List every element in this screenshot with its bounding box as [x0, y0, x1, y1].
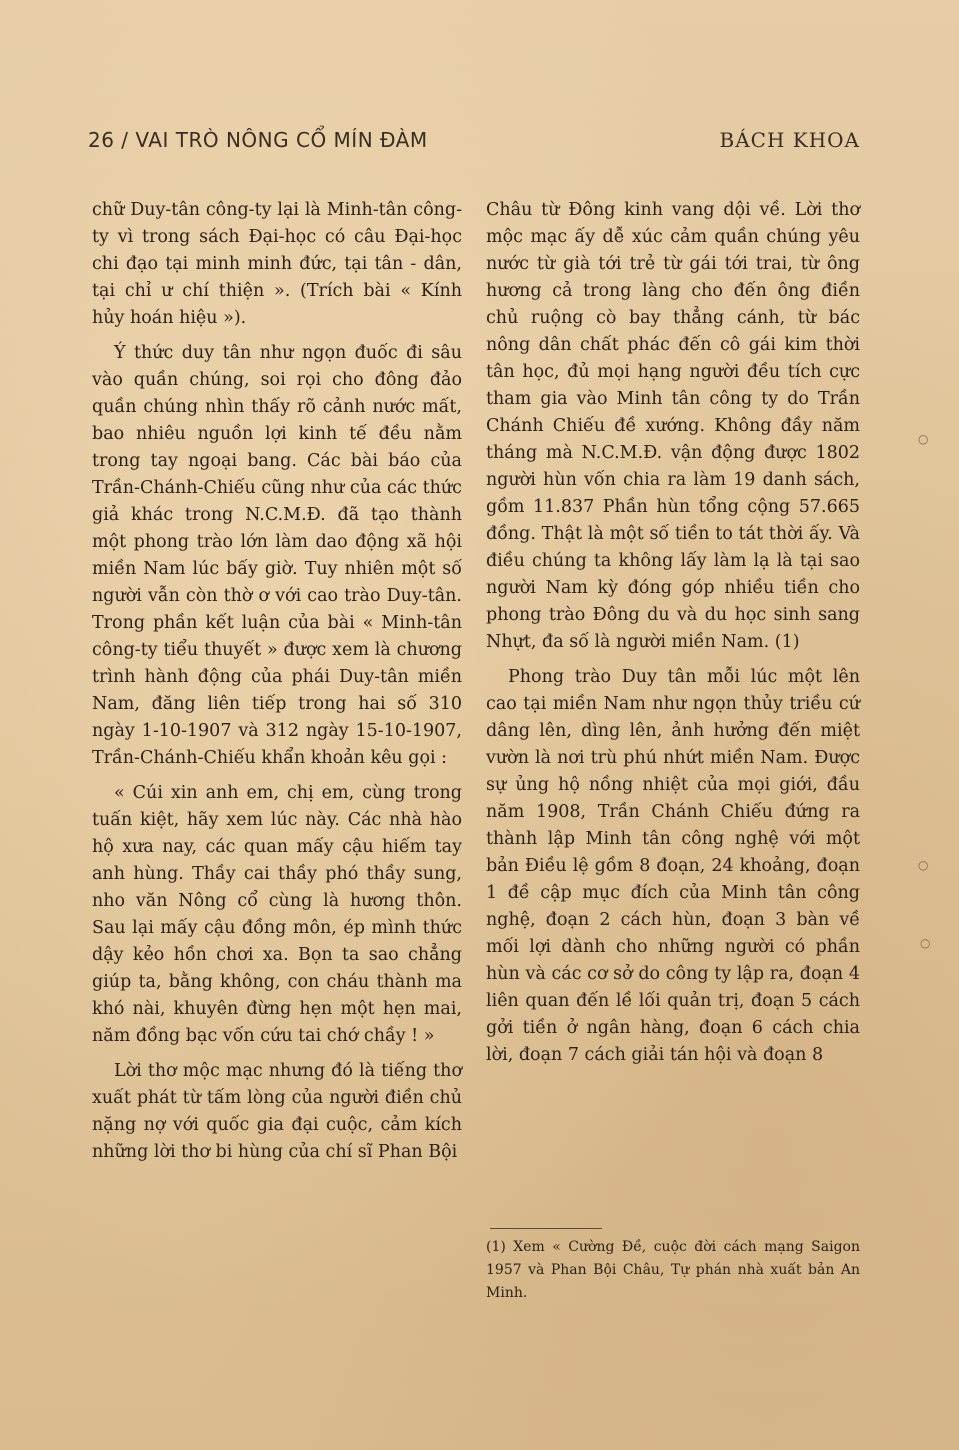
margin-mark: ○	[920, 936, 931, 950]
header-page-title: 26 / VAI TRÒ NÔNG CỔ MÍN ĐÀM	[88, 128, 428, 152]
paragraph: Lời thơ mộc mạc nhưng đó là tiếng thơ xuất phát từ tấm lòng của người điền chủ nặng nợ với quốc gia đại cuộc, cảm kích những lời thơ bi hùng của chí sĩ Phan Bội	[92, 1061, 462, 1162]
margin-mark: ○	[918, 432, 929, 446]
header-magazine-name: BÁCH KHOA	[719, 128, 860, 152]
right-column	[486, 197, 860, 1077]
running-header	[88, 124, 860, 160]
footnote: (1) Xem « Cường Đề, cuộc đời cách mạng Saigon 1957 và Phan Bội Châu, Tự phán nhà xuất bản An Minh.	[486, 1239, 860, 1301]
quoted-verse: « Cúi xin anh em, chị em, cùng trong tuấn kiệt, hãy xem lúc này. Các nhà hào hộ xưa nay, các quan mấy cậu hiếm tay anh hùng. Thầy cai thầy phó thầy sung, nho văn Nông cổ cùng là hương thôn. Sau lại mấy cậu đồng môn, ép mình thức dậy kẻo hồn chơi xa. Bọn ta sao chẳng giúp ta, bằng không, con cháu thành ma khó nài, khuyên đừng hẹn một hẹn mai, năm đồng bạc vốn cứu tai chớ chầy ! »	[92, 783, 462, 1046]
paragraph: Phong trào Duy tân mỗi lúc một lên cao tại miền Nam như ngọn thủy triều cứ dâng lên, dìng lên, ảnh hưởng đến miệt vườn là nơi trù phú nhứt miền Nam. Được sự ủng hộ nồng nhiệt của mọi giới, đầu năm 1908, Trần Chánh Chiếu đứng ra thành lập Minh tân công nghệ với một bản Điều lệ gồm 8 đoạn, 24 khoảng, đoạn 1 đề cập mục đích của Minh tân công nghệ, đoạn 2 cách hùn, đoạn 3 bàn về mối lợi dành cho những người có phần hùn và các cơ sở do công ty lập ra, đoạn 4 liên quan đến lề lối quản trị, đoạn 5 cách gởi tiền ở ngân hàng, đoạn 6 cách chia lời, đoạn 7 cách giải tán hội và đoạn 8	[486, 667, 860, 1065]
footnote-divider	[490, 1228, 602, 1229]
margin-mark: ○	[918, 858, 929, 872]
paragraph: Châu từ Đông kinh vang dội về. Lời thơ mộc mạc ấy dễ xúc cảm quần chúng yêu nước từ già tới trẻ từ gái tới trai, từ ông hương cả trong làng cho đến ông điền chủ ruộng cò bay thẳng cánh, từ bác nông dân chất phác đến cô gái kim thời tân học, đủ mọi hạng người đều tích cực tham gia vào Minh tân công ty do Trần Chánh Chiếu đề xướng. Không đầy năm tháng mà N.C.M.Đ. vận động được 1802 người hùn vốn chia ra làm 19 danh sách, gồm 11.837 Phần hùn tổng cộng 57.665 đồng. Thật là một số tiền to tát thời ấy. Và điều chúng ta không lấy làm lạ là tại sao người Nam kỳ đóng góp nhiều tiền cho phong trào Đông du và du học sinh sang Nhựt, đa số là người miền Nam. (1)	[486, 200, 860, 652]
paragraph: Ý thức duy tân như ngọn đuốc đi sâu vào quần chúng, soi rọi cho đông đảo quần chúng nhìn thấy rõ cảnh nước mất, bao nhiêu nguồn lợi kinh tế đều nằm trong tay ngoại bang. Các bài báo của Trần-Chánh-Chiếu cũng như của các thức giả khác trong N.C.M.Đ. đã tạo thành một phong trào lớn làm dao động xã hội miền Nam lúc bấy giờ. Tuy nhiên một số người vẫn còn thờ ơ với cao trào Duy-tân. Trong phần kết luận của bài « Minh-tân công-ty tiểu thuyết » được xem là chương trình hành động của phái Duy-tân miền Nam, đăng liên tiếp trong hai số 310 ngày 1-10-1907 và 312 ngày 15-10-1907, Trần-Chánh-Chiếu khẩn khoản kêu gọi :	[92, 343, 462, 768]
left-column	[92, 197, 462, 1174]
paragraph: chữ Duy-tân công-ty lại là Minh-tân công-ty vì trong sách Đại-học có câu Đại-học chi đạo tại minh minh đức, tại tân - dân, tại chỉ ư chí thiện ». (Trích bài « Kính hủy hoán hiệu »).	[92, 200, 462, 328]
